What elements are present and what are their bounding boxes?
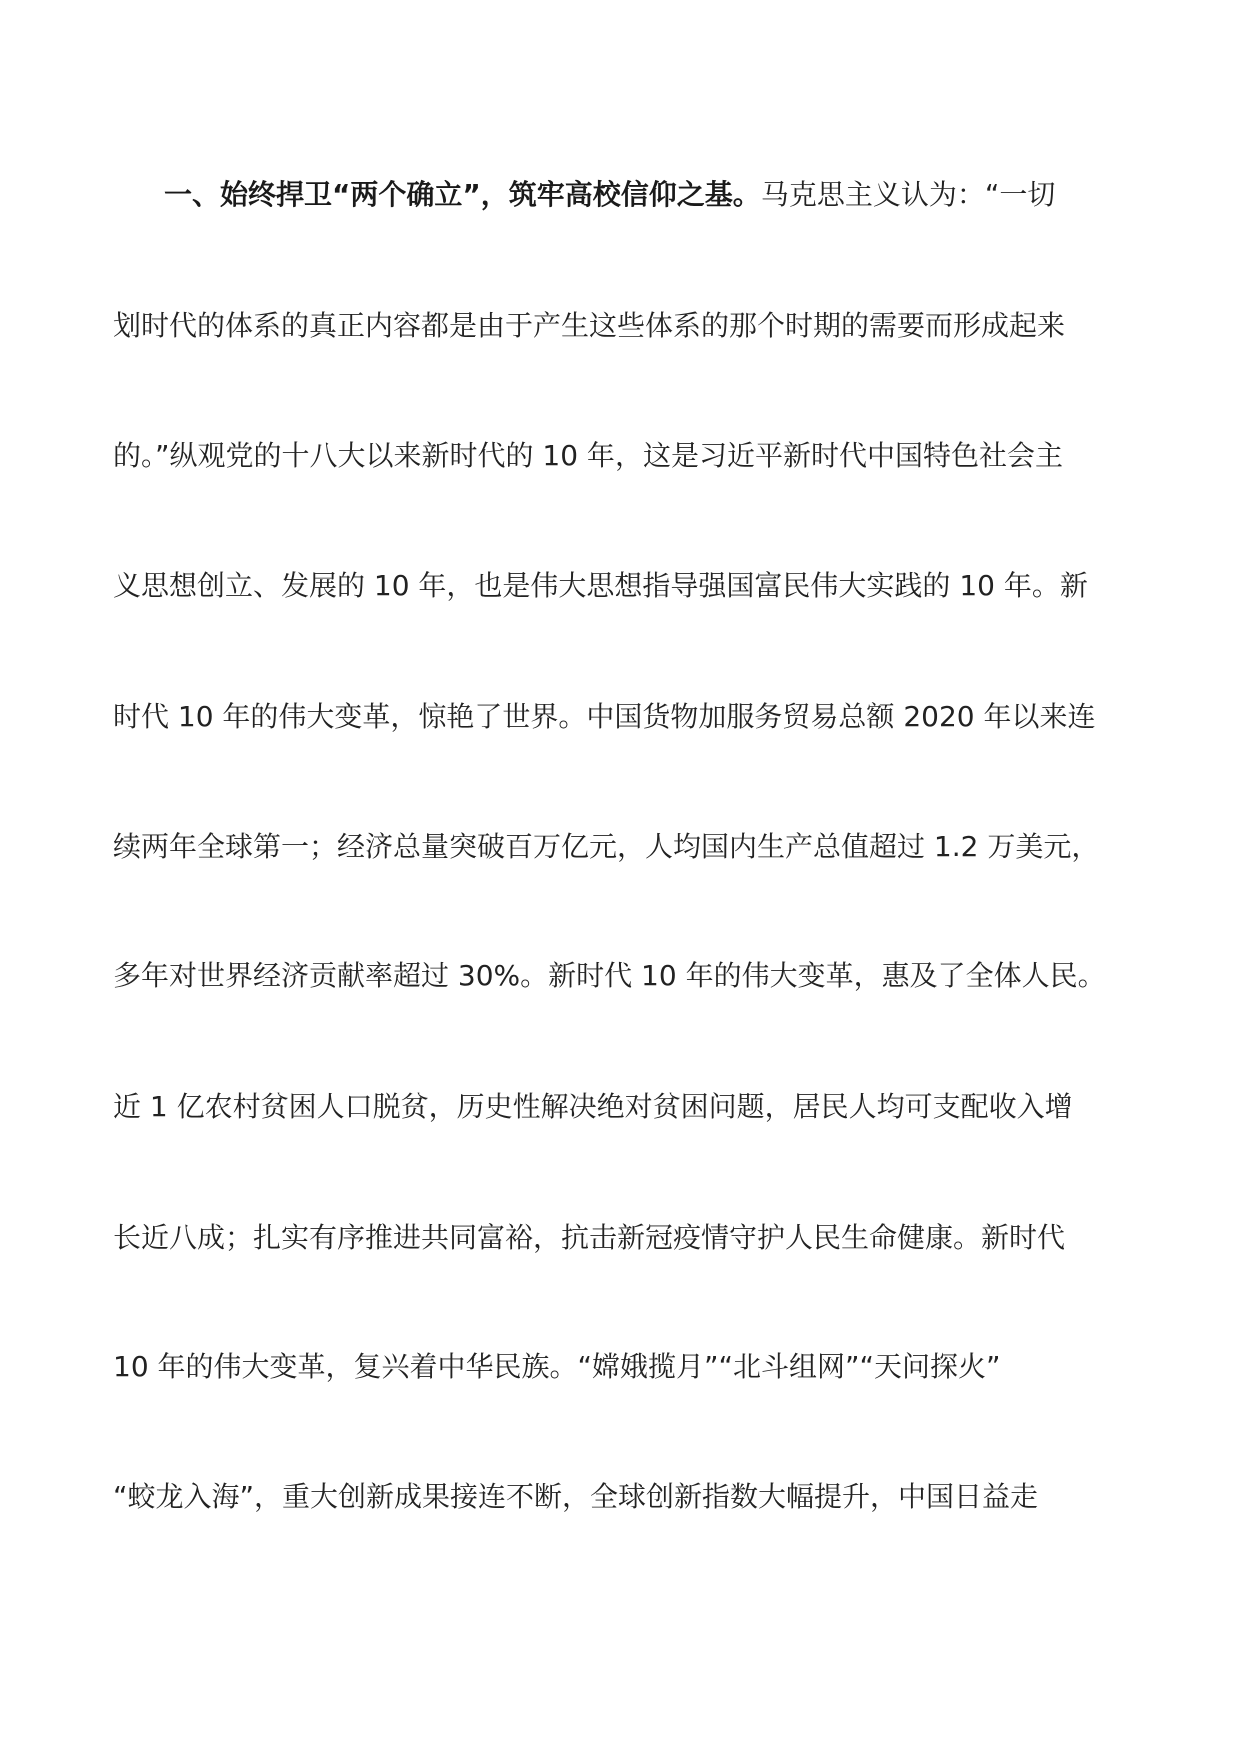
line-text: 马克思主义认为：“一切 bbox=[760, 178, 1056, 211]
paragraph-line-11: “蛟龙入海”，重大创新成果接连不断，全球创新指数大幅提升，中国日益走 bbox=[113, 1480, 1039, 1513]
paragraph-line-7: 多年对世界经济贡献率超过 30%。新时代 10 年的伟大变革，惠及了全体人民。 bbox=[113, 959, 1106, 992]
paragraph-line-6: 续两年全球第一；经济总量突破百万亿元，人均国内生产总值超过 1.2 万美元， bbox=[113, 830, 1100, 863]
paragraph-line-9: 长近八成；扎实有序推进共同富裕，抗击新冠疫情守护人民生命健康。新时代 bbox=[113, 1221, 1066, 1254]
paragraph-line-4: 义思想创立、发展的 10 年，也是伟大思想指导强国富民伟大实践的 10 年。新 bbox=[113, 569, 1088, 602]
paragraph-line-1 bbox=[164, 170, 1144, 220]
paragraph-line-2: 划时代的体系的真正内容都是由于产生这些体系的那个时期的需要而形成起来 bbox=[113, 309, 1066, 342]
paragraph-line-10: 10 年的伟大变革，复兴着中华民族。“嫦娥揽月”“北斗组网”“天问探火” bbox=[113, 1350, 1001, 1383]
section-heading: 一、始终捍卫“两个确立”，筑牢高校信仰之基。 bbox=[164, 178, 761, 211]
paragraph-line-3: 的。”纵观党的十八大以来新时代的 10 年，这是习近平新时代中国特色社会主 bbox=[113, 439, 1063, 472]
paragraph-line-8: 近 1 亿农村贫困人口脱贫，历史性解决绝对贫困问题，居民人均可支配收入增 bbox=[113, 1090, 1073, 1123]
paragraph-line-5: 时代 10 年的伟大变革，惊艳了世界。中国货物加服务贸易总额 2020 年以来连 bbox=[113, 700, 1096, 733]
